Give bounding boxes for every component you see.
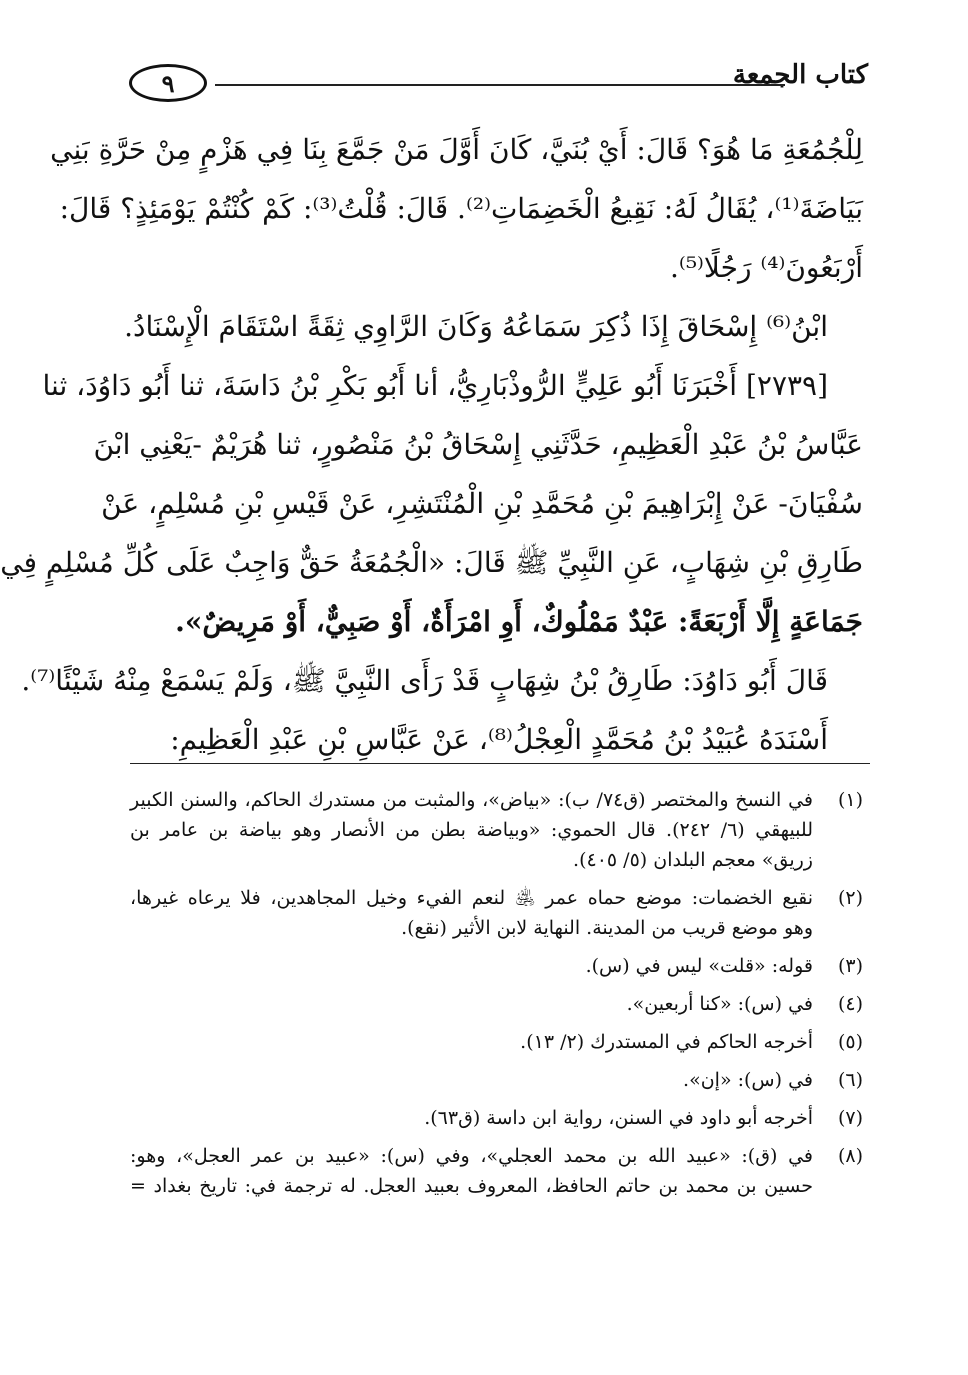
footnote-number: (١) [837,789,863,811]
footnote-3 [130,951,863,981]
footnote-text [130,785,813,875]
footnotes [130,785,863,1209]
footnote-line: في (ق): «عبيد الله بن محمد العجلي»، وفي (س): «عبيد بن عمر العجل»، وهو: [130,1145,813,1167]
footnote-line: في (س): «إن». [683,1069,813,1091]
page-number: ٩ [161,68,175,98]
text-line: طَارِقِ بْنِ شِهَابٍ، عَنِ النَّبِيِّ ﷺ قَالَ: «الْجُمُعَةُ حَقٌّ وَاجِبٌ عَلَى كُلِّ مُسْلِمٍ فِي [0,546,863,579]
footnote-number: (٧) [837,1107,863,1129]
footnote-text [130,1103,813,1133]
text-line: عَبَّاسُ بْنُ عَبْدِ الْعَظِيمِ، حَدَّثَنِي إِسْحَاقُ بْنُ مَنْصُورٍ، ثنا هُرَيْمٌ -يَعْنِي ابْنَ [93,428,863,461]
footnote-number: (٣) [837,955,863,977]
footnote-line: أخرجه أبو داود في السنن، رواية ابن داسة (ق٦٣). [424,1107,813,1129]
text-line: سُفْيَانَ- عَنْ إِبْرَاهِيمَ بْنِ مُحَمَّدِ بْنِ الْمُنْتَشِرِ، عَنْ قَيْسِ بْنِ مُسْلِمٍ، عَنْ [101,487,863,520]
footnote-number: (٤) [837,993,863,1015]
footnote-text [130,1065,813,1095]
footnote-text [130,883,813,943]
footnote-line: في (س): «كنا أربعين». [626,993,813,1015]
footnote-number: (٢) [837,887,863,909]
footnote-line: أخرجه الحاكم في المستدرك (٢/ ١٣). [520,1031,813,1053]
footnote-number: (٦) [837,1069,863,1091]
footnote-line: وهو موضع قريب من المدينة. النهاية لابن الأثير (نقع). [401,917,813,939]
footnote-text [130,989,813,1019]
hadith-text-line: جَمَاعَةٍ إِلَّا أَرْبَعَةً: عَبْدٌ مَمْلُوكٌ، أَوِ امْرَأَةٌ، أَوْ صَبِيٌّ، أَوْ مَرِيضٌ». [175,605,863,638]
footnote-number: (٥) [837,1031,863,1053]
footnote-line: زريق» معجم البلدان (٥/ ٤٠٥). [573,849,813,871]
footnote-text [130,951,813,981]
footnote-line: قوله: «قلت» ليس في (س). [585,955,813,977]
text-line: أَسْنَدَهُ عُبَيْدُ بْنُ مُحَمَّدٍ الْعِجْلُ⁽⁸⁾، عَنْ عَبَّاسِ بْنِ عَبْدِ الْعَظِيمِ: [170,723,828,756]
footnote-line: في النسخ والمختصر (ق٧٤/ ب): «بياض»، والمثبت من مستدرك الحاكم، والسنن الكبير [130,789,813,811]
footnote-2 [130,883,863,943]
footnote-number: (٨) [837,1145,863,1167]
book-title: كتاب الجمعة [732,60,868,90]
page-number-badge [129,64,207,102]
footnote-8 [130,1141,863,1201]
text-line: ابْنُ⁽⁶⁾ إِسْحَاقَ إِذَا ذُكِرَ سَمَاعُهُ وَكَانَ الرَّاوِي ثِقَةً اسْتَقَامَ الْإِسْنَادُ. [124,310,828,343]
text-line: بَيَاضَةَ⁽¹⁾، يُقَالُ لَهُ: نَقِيعُ الْخَضِمَاتِ⁽²⁾. قَالَ: قُلْتُ⁽³⁾: كَمْ كُنْتُمْ يَوْمَئِذٍ؟ قَالَ: [59,192,863,225]
footnote-4 [130,989,863,1019]
main-text [0,120,863,769]
footnote-line: حسين بن محمد بن حاتم الحافظ، المعروف بعبيد العجل. له ترجمة في: تاريخ بغداد = [130,1175,813,1197]
footnote-line: للبيهقي (٦/ ٢٤٢). قال الحموي: «وبياضة بطن من الأنصار وهو بياضة بن عامر بن [130,819,813,841]
footnote-7 [130,1103,863,1133]
footnote-1 [130,785,863,875]
footnote-6 [130,1065,863,1095]
footnote-text [130,1027,813,1057]
text-line: قَالَ أَبُو دَاوُدَ: طَارِقُ بْنُ شِهَابٍ قَدْ رَأَى النَّبِيَّ ﷺ، وَلَمْ يَسْمَعْ مِنْهُ شَيْئًا⁽⁷⁾. [21,664,828,697]
footnote-divider [130,763,870,764]
footnote-line: نقيع الخضمات: موضع حماه عمر ﵁ لنعم الفيء وخيل المجاهدين، فلا يرعاه غيرها، [130,887,813,909]
hadith-number-line: [٢٧٣٩] أَخْبَرَنَا أَبُو عَلِيٍّ الرُّوذْبَارِيُّ، أنا أَبُو بَكْرِ بْنُ دَاسَةَ، ثنا أَبُو دَاوُدَ، ثنا [42,369,828,402]
text-line: أَرْبَعُونَ⁽⁴⁾ رَجُلًا⁽⁵⁾. [670,251,863,284]
header-rule [215,84,785,86]
text-line: لِلْجُمُعَةِ مَا هُوَ؟ قَالَ: أَيْ بُنَيَّ، كَانَ أَوَّلَ مَنْ جَمَّعَ بِنَا فِي هَزْمٍ مِنْ حَرَّةِ بَنِي [50,133,863,166]
footnote-5 [130,1027,863,1057]
footnote-text [130,1141,813,1201]
